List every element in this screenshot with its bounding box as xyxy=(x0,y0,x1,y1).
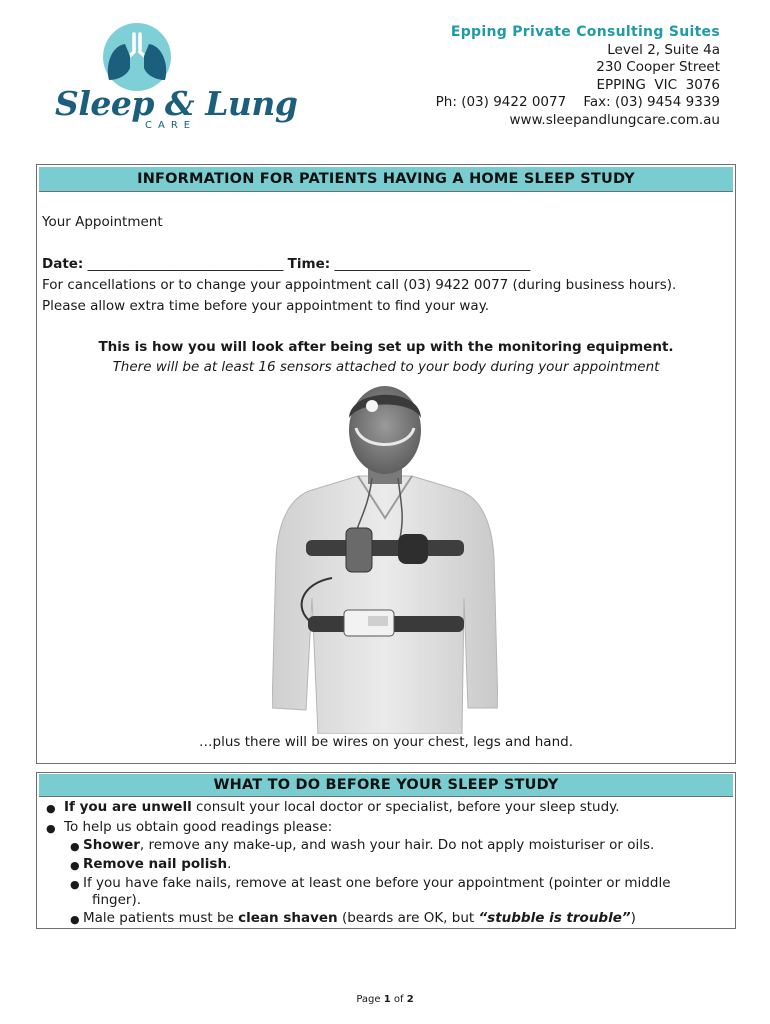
address-line-3: EPPING VIC 3076 xyxy=(596,76,720,93)
logo-wordmark: Sleep & Lung xyxy=(55,84,298,123)
bullet-icon: ● xyxy=(46,822,56,835)
list-item-readings: To help us obtain good readings please: xyxy=(64,819,333,835)
allow-time-text: Please allow extra time before your appointment to find your way. xyxy=(42,298,490,314)
sub-item-shower: Shower, remove any make-up, and wash your hair. Do not apply moisturiser or oils. xyxy=(83,837,655,853)
list-item-unwell: If you are unwell consult your local doctor or specialist, before your sleep study. xyxy=(64,799,620,815)
date-blank[interactable]: _____________________________ xyxy=(87,256,284,272)
bullet-icon: ● xyxy=(70,859,80,872)
appointment-heading: Your Appointment xyxy=(42,214,163,230)
sub-item-fake-nails-line-2: finger). xyxy=(92,892,142,908)
logo-subtitle: CARE xyxy=(145,120,197,131)
clinic-name: Epping Private Consulting Suites xyxy=(450,24,720,40)
bullet-icon: ● xyxy=(70,878,80,891)
time-label: Time: xyxy=(287,256,331,272)
sub-item-fake-nails-line-1: If you have fake nails, remove at least one before your appointment (pointer or middle xyxy=(83,875,671,891)
lungs-logo-icon xyxy=(55,22,230,92)
time-blank[interactable]: _____________________________ xyxy=(334,256,531,272)
monitoring-heading: This is how you will look after being set up with the monitoring equipment. xyxy=(98,339,674,355)
wires-note: …plus there will be wires on your chest, legs and hand. xyxy=(199,734,573,750)
sub-item-nail-polish: Remove nail polish. xyxy=(83,856,232,872)
before-sleep-study-title: WHAT TO DO BEFORE YOUR SLEEP STUDY xyxy=(39,774,733,797)
address-line-1: Level 2, Suite 4a xyxy=(607,41,720,58)
website-link[interactable]: www.sleepandlungcare.com.au xyxy=(509,111,720,128)
phone-fax: Ph: (03) 9422 0077 Fax: (03) 9454 9339 xyxy=(435,94,720,110)
address-line-2: 230 Cooper Street xyxy=(596,59,720,75)
date-time-row xyxy=(42,256,530,272)
bullet-icon: ● xyxy=(46,802,56,815)
cancellation-text: For cancellations or to change your appointment call (03) 9422 0077 (during business hours). xyxy=(42,277,677,293)
sleep-and-lung-care-logo xyxy=(55,22,298,134)
bullet-icon: ● xyxy=(70,913,80,926)
information-box-title: INFORMATION FOR PATIENTS HAVING A HOME SLEEP STUDY xyxy=(39,167,733,192)
clinic-address-block xyxy=(436,24,720,129)
patient-with-monitoring-equipment-image xyxy=(272,378,498,734)
page-number: Page 1 of 2 xyxy=(356,994,414,1005)
sensors-note: There will be at least 16 sensors attached to your body during your appointment xyxy=(112,359,660,375)
date-label: Date: xyxy=(42,256,84,272)
sub-item-clean-shaven: Male patients must be clean shaven (beards are OK, but “stubble is trouble”) xyxy=(83,910,636,926)
bullet-icon: ● xyxy=(70,840,80,853)
